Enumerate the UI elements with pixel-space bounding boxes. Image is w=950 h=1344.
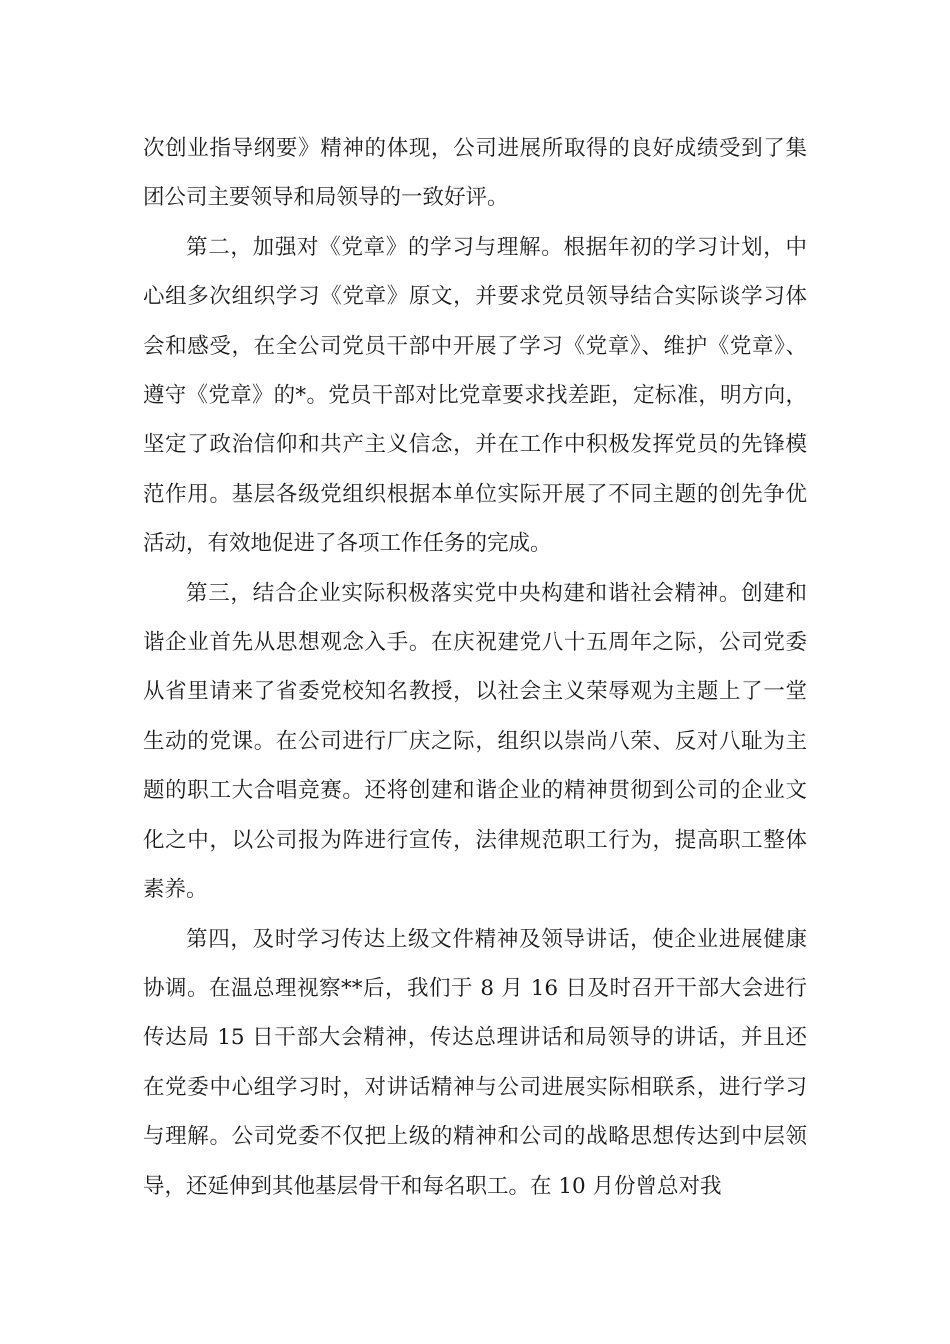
paragraph-1: 次创业指导纲要》精神的体现，公司进展所取得的良好成绩受到了集团公司主要领导和局领导的一致好评。	[143, 136, 807, 211]
paragraph-4: 第四，及时学习传达上级文件精神及领导讲话，使企业进展健康协调。在温总理视察**后，我们于 8 月 16 日及时召开干部大会进行传达局 15 日干部大会精神，传达总理讲话和局领导的讲话，并且还在党委中心组学习时，对讲话精神与公司进展实际相联系，进行学习与理解。公司党委不仅把上级的精神和公司的战略思想传达到中层领导，还延伸到其他基层骨干和每名职工。在 10 月份曾总对我	[143, 926, 807, 1199]
document-body	[143, 124, 807, 1211]
paragraph-2: 第二，加强对《党章》的学习与理解。根据年初的学习计划，中心组多次组织学习《党章》原文，并要求党员领导结合实际谈学习体会和感受，在全公司党员干部中开展了学习《党章》、维护《党章》、遵守《党章》的*。党员干部对比党章要求找差距，定标准，明方向，坚定了政治信仰和共产主义信念，并在工作中积极发挥党员的先锋模范作用。基层各级党组织根据本单位实际开展了不同主题的创先争优活动，有效地促进了各项工作任务的完成。	[143, 234, 807, 557]
paragraph-3: 第三，结合企业实际积极落实党中央构建和谐社会精神。创建和谐企业首先从思想观念入手。在庆祝建党八十五周年之际，公司党委从省里请来了省委党校知名教授，以社会主义荣辱观为主题上了一堂生动的党课。在公司进行厂庆之际，组织以崇尚八荣、反对八耻为主题的职工大合唱竞赛。还将创建和谐企业的精神贯彻到公司的企业文化之中，以公司报为阵进行宣传，法律规范职工行为，提高职工整体素养。	[143, 580, 807, 903]
